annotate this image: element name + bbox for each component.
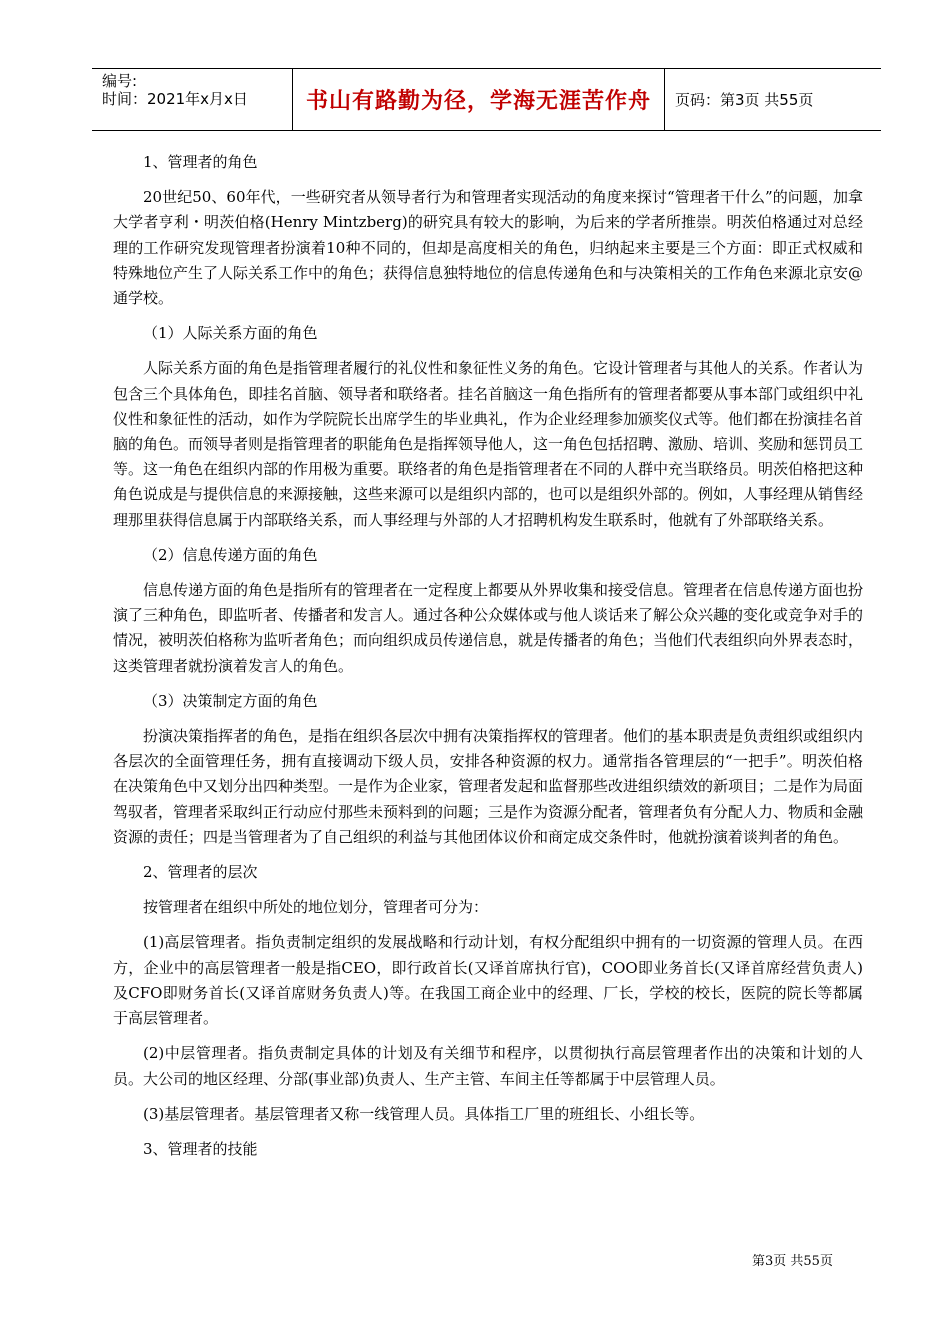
page-footer: 第3页 共55页 — [752, 1254, 833, 1269]
header-meta — [92, 69, 293, 130]
paragraph: (1)高层管理者。指负责制定组织的发展战略和行动计划，有权分配组织中拥有的一切资源的管理人员。在西方，企业中的高层管理者一般是指CEO，即行政首长(又译首席执行官)，COO即业务首长(又译首席经营负责人)及CFO即财务首长(又译首席财务负责人)等。在我国工商企业中的经理、厂长，学校的校长，医院的院长等都属于高层管理者。 — [113, 933, 863, 1028]
section-heading: 1、管理者的角色 — [143, 153, 258, 171]
paragraph: 扮演决策指挥者的角色，是指在组织各层次中拥有决策指挥权的管理者。他们的基本职责是负责组织或组织内各层次的全面管理任务，拥有直接调动下级人员，安排各种资源的权力。通常指各管理层的“一把手”。明茨伯格在决策角色中又划分出四种类型。一是作为企业家，管理者发起和监督那些改进组织绩效的新项目；二是作为局面驾驭者，管理者采取纠正行动应付那些未预料到的问题；三是作为资源分配者，管理者负有分配人力、物质和金融资源的责任；四是当管理者为了自己组织的利益与其他团体议价和商定成交条件时，他就扮演着谈判者的角色。 — [113, 727, 864, 846]
section-heading: 3、管理者的技能 — [143, 1139, 258, 1158]
paragraph: (2)中层管理者。指负责制定具体的计划及有关细节和程序，以贯彻执行高层管理者作出的决策和计划的人员。大公司的地区经理、分部(事业部)负责人、生产主管、车间主任等都属于中层管理人员。 — [113, 1044, 863, 1088]
page-header — [92, 68, 881, 131]
paragraph: 人际关系方面的角色是指管理者履行的礼仪性和象征性义务的角色。它设计管理者与其他人的关系。作者认为包含三个具体角色，即挂名首脑、领导者和联络者。挂名首脑这一角色指所有的管理者都要从事本部门或组织中礼仪性和象征性的活动，如作为学院院长出席学生的毕业典礼，作为企业经理参加颁奖仪式等。他们都在扮演挂名首脑的角色。而领导者则是指管理者的职能角色是指挥领导他人，这一角色包括招聘、激励、培训、奖励和惩罚员工等。这一角色在组织内部的作用极为重要。联络者的角色是指管理者在不同的人群中充当联络员。明茨伯格把这种角色说成是与提供信息的来源接触，这些来源可以是组织内部的，也可以是组织外部的。例如，人事经理从销售经理那里获得信息属于内部联络关系，而人事经理与外部的人才招聘机构发生联系时，他就有了外部联络关系。 — [113, 359, 864, 529]
header-motto: 书山有路勤为径，学海无涯苦作舟 — [293, 69, 665, 130]
paragraph: (3)基层管理者。基层管理者又称一线管理人员。具体指工厂里的班组长、小组长等。 — [143, 1104, 705, 1123]
header-page-label: 页码：第3页 共55页 — [675, 91, 814, 109]
paragraph: 按管理者在组织中所处的地位划分，管理者可分为： — [143, 898, 489, 917]
section-heading: 2、管理者的层次 — [143, 863, 258, 882]
subsection-heading: （1）人际关系方面的角色 — [143, 324, 318, 343]
subsection-heading: （2）信息传递方面的角色 — [143, 545, 318, 564]
code-label: 编号: — [102, 72, 138, 90]
subsection-heading: （3）决策制定方面的角色 — [143, 691, 318, 710]
time-label: 时间：2021年x月x日 — [102, 90, 248, 108]
document-body — [113, 150, 863, 1172]
paragraph: 20世纪50、60年代，一些研究者从领导者行为和管理者实现活动的角度来探讨“管理者干什么”的问题，加拿大学者亨利・明茨伯格(Henry Mintzberg)的研究具有较大的影响，为后来的学者所推崇。明茨伯格通过对总经理的工作研究发现管理者扮演着10种不同的，但却是高度相关的角色，归纳起来主要是三个方面：即正式权威和特殊地位产生了人际关系工作中的角色；获得信息独特地位的信息传递角色和与决策相关的工作角色来源北京安@通学校。 — [113, 188, 864, 308]
paragraph: 信息传递方面的角色是指所有的管理者在一定程度上都要从外界收集和接受信息。管理者在信息传递方面也扮演了三种角色，即监听者、传播者和发言人。通过各种公众媒体或与他人谈话来了解公众兴趣的变化或竞争对手的情况，被明茨伯格称为监听者角色；而向组织成员传递信息，就是传播者的角色；当他们代表组织向外界表态时，这类管理者就扮演着发言人的角色。 — [113, 581, 864, 675]
